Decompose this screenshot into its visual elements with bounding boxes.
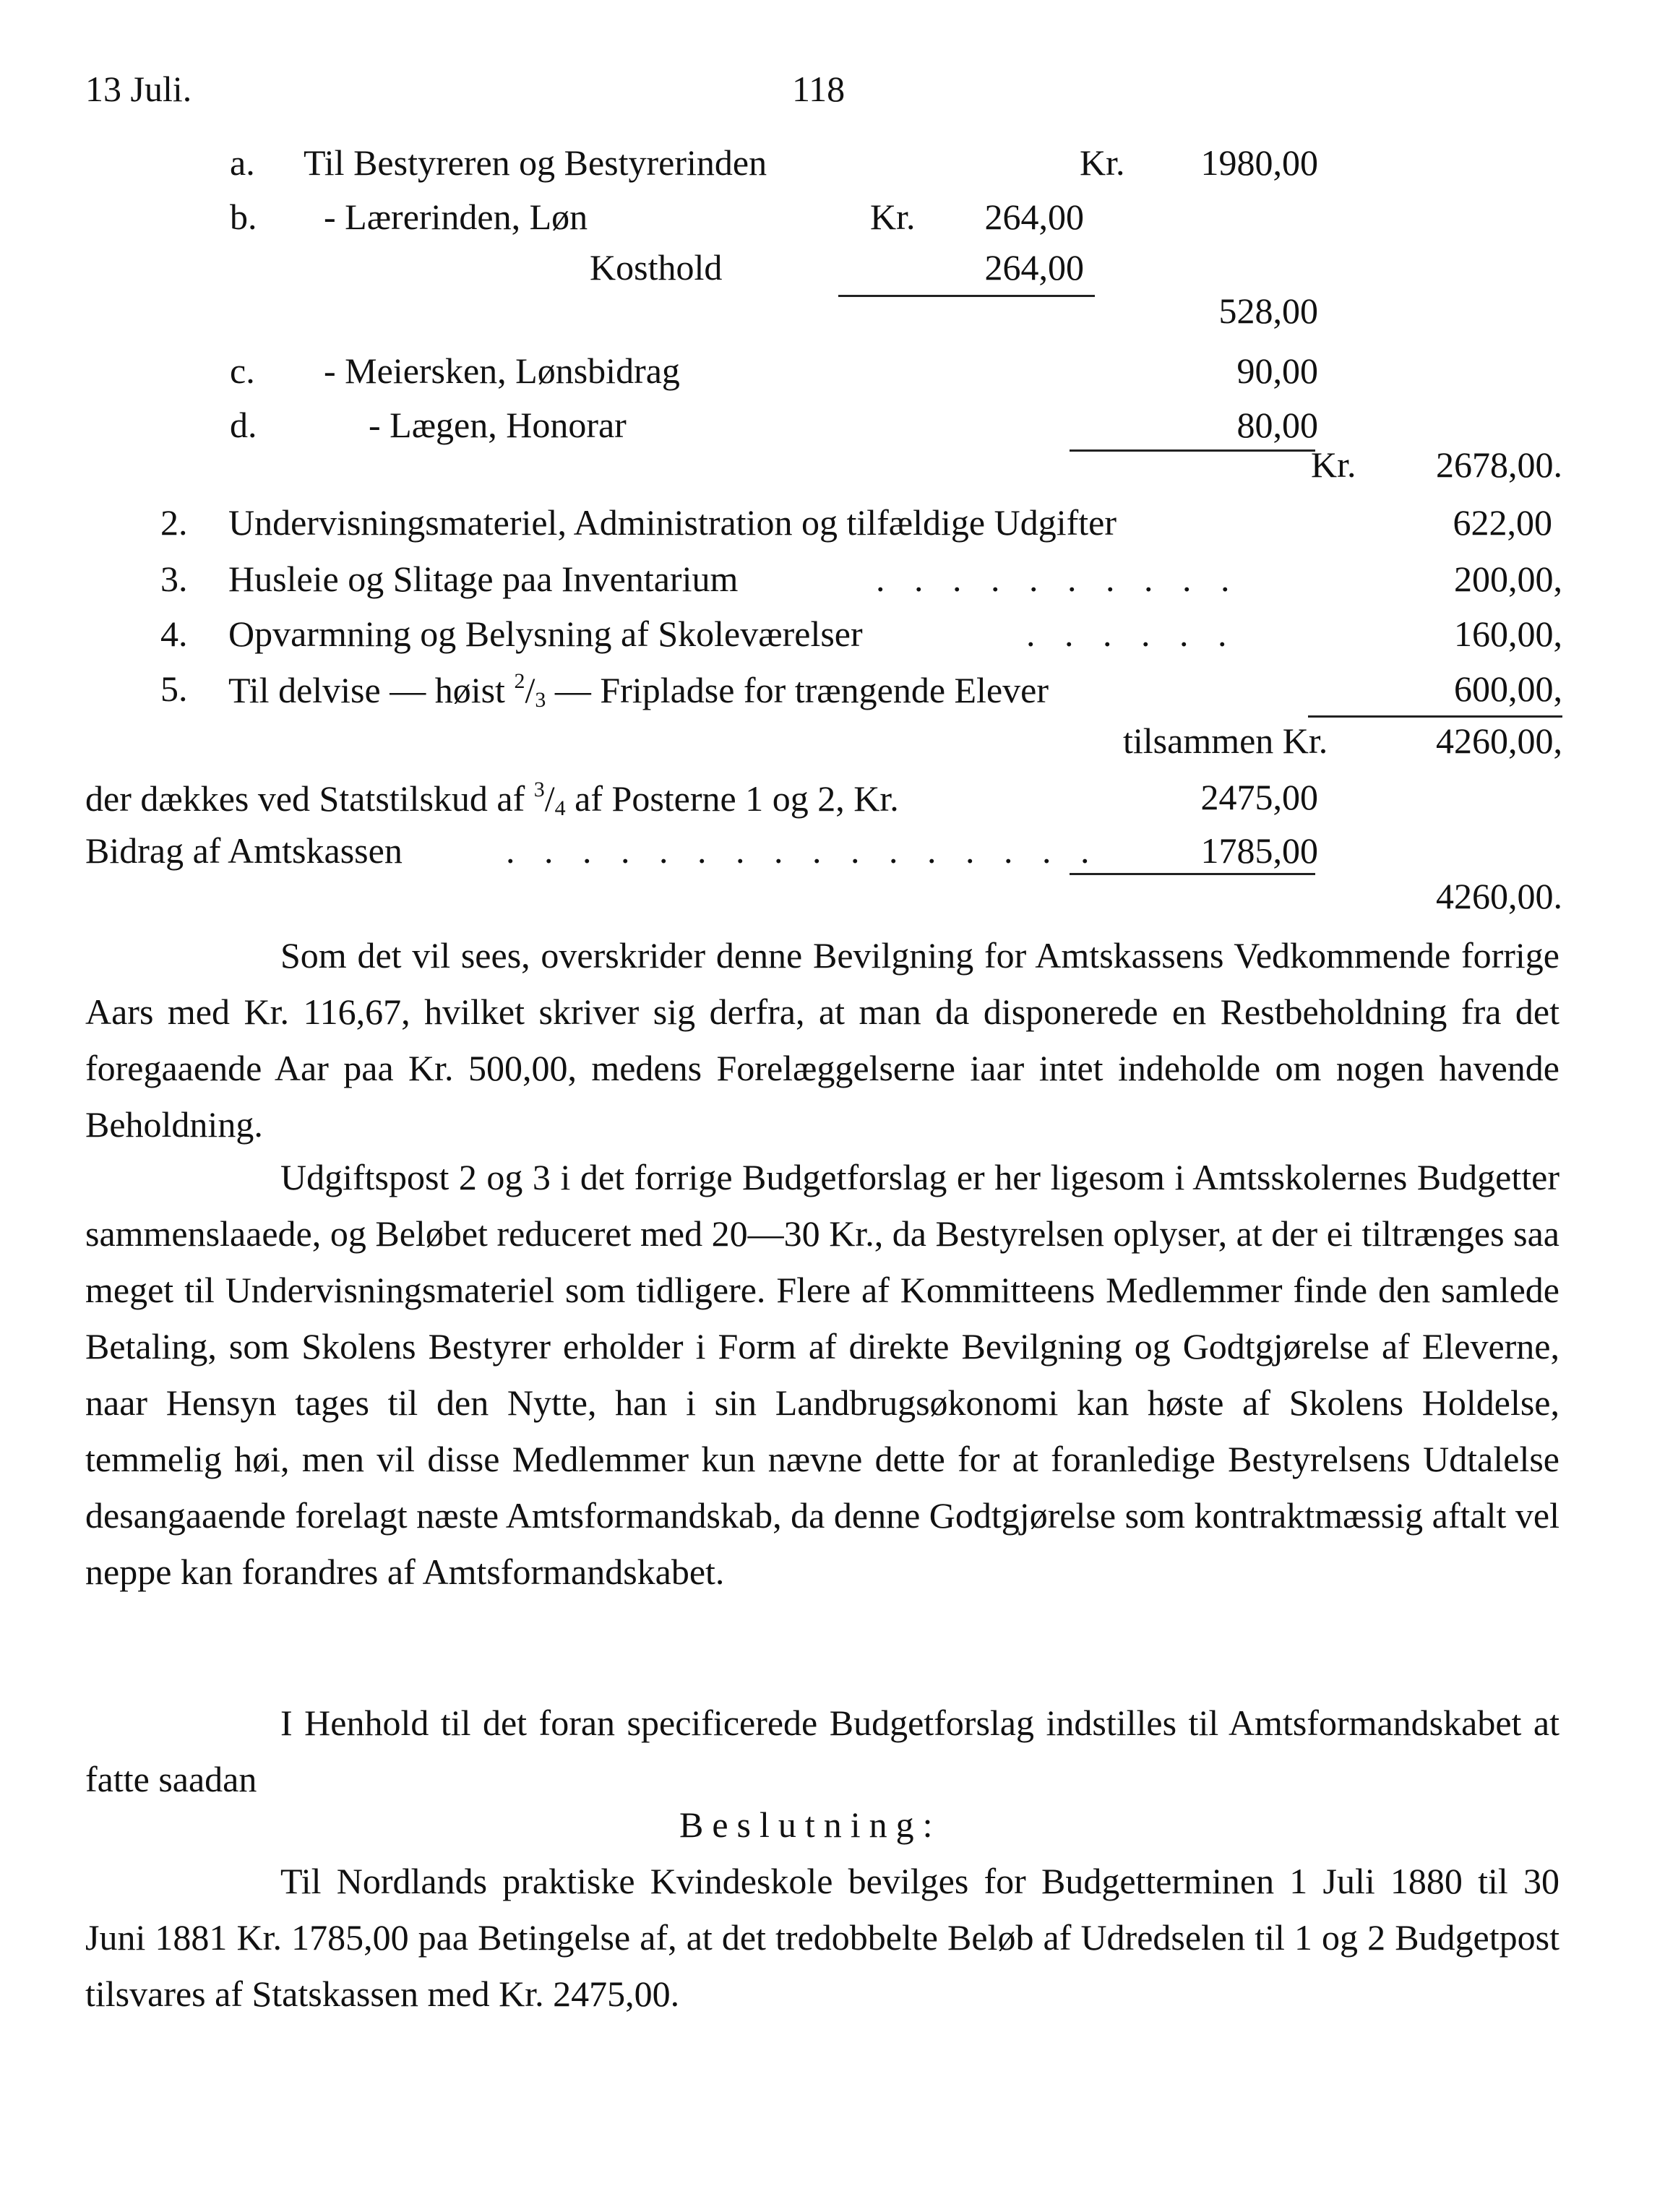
coverage-line1-b: af Posterne 1 og 2, Kr. [575, 778, 899, 819]
subtotal-amount: 2678,00. [1436, 444, 1562, 485]
coverage-line2-amount: 1785,00 [1200, 830, 1318, 871]
item-2-label: Undervisningsmateriel, Administration og tilfældige Udgifter [228, 502, 1117, 543]
item-4-num: 4. [160, 614, 188, 654]
item-2-num: 2. [160, 502, 188, 543]
item-3-label: Husleie og Slitage paa Inventarium [228, 559, 739, 599]
item-b-label: - Lærerinden, Løn [324, 197, 588, 237]
paragraph-3: I Henhold til det foran specificerede Budgetforslag indstilles til Amtsformandskabet at fatte saadan [85, 1703, 1559, 1799]
header-date: 13 Juli. [85, 69, 192, 109]
paragraph-2: Udgiftspost 2 og 3 i det forrige Budgetforslag er her ligesom i Amtsskolernes Budgetter sammenslaaede, og Beløbet reduceret med 20—30 Kr., da Bestyrelsen oplyser, at der ei tiltrænges saa meget til Undervisningsmateriel som tidligere. Flere af Kommitteens Medlemmer finde den samlede Betaling, som Skolens Bestyrer erholder i Form af direkte Bevilgning og Godtgjørelse af Eleverne, naar Hensyn tages til den Nytte, han i sin Landbrugsøkonomi kan høste af Skolens Holdelse, temmelig høi, men vil disse Medlemmer kun nævne dette for at foranledige Bestyrelsens Udtalelse desangaaende forelagt næste Amtsformandskab, da denne Godtgjørelse som kontraktmæssig aftalt vel neppe kan forandres af Amtsformandskabet. [85, 1157, 1559, 1592]
item-5-amount: 600,00, [1454, 668, 1562, 709]
item-5-label: Til delvise — høist $^2/_3$ — Fripladse for trængende Elever [228, 669, 1049, 712]
coverage-frac-den: 4 [554, 796, 566, 820]
page-number: 118 [792, 69, 846, 109]
item-4-label: Opvarmning og Belysning af Skoleværelser [228, 614, 863, 654]
item-b-amount: 264,00 [984, 197, 1084, 237]
item-4-leader: . . . . . . [1026, 614, 1237, 654]
item-b-total: 528,00 [1218, 291, 1318, 331]
total-label: tilsammen Kr. [1123, 720, 1328, 761]
resolution-heading: Beslutning: [679, 1804, 942, 1845]
item-c-amount: 90,00 [1236, 350, 1318, 391]
item-5-label-a: Til delvise — høist [228, 670, 505, 710]
coverage-line2-label: Bidrag af Amtskassen [85, 830, 403, 871]
item-d-label: - Lægen, Honorar [369, 405, 627, 445]
total-amount: 4260,00, [1436, 720, 1562, 761]
item-c-letter: c. [230, 350, 255, 391]
coverage-rule [1070, 873, 1315, 875]
item-a-letter: a. [230, 142, 255, 183]
item-3-leader: . . . . . . . . . . [876, 559, 1240, 599]
item-b-letter: b. [230, 197, 257, 237]
item-a-kr: Kr. [1080, 142, 1125, 183]
total-rule [1308, 715, 1562, 718]
subtotal-kr: Kr. [1311, 444, 1356, 485]
item-3-num: 3. [160, 559, 188, 599]
coverage-line1-amount: 2475,00 [1200, 777, 1318, 817]
item-5-frac-num: 2 [514, 669, 525, 693]
item-d-amount: 80,00 [1236, 405, 1318, 445]
coverage-sum: 4260,00. [1436, 876, 1562, 916]
item-b-kosthold-amount: 264,00 [984, 247, 1084, 288]
subtotal-rule [1070, 449, 1315, 452]
item-2-amount: 622,00 [1453, 502, 1552, 543]
item-5-num: 5. [160, 668, 188, 709]
item-c-label: - Meiersken, Lønsbidrag [324, 350, 680, 391]
item-b-kosthold-label: Kosthold [590, 247, 723, 288]
paragraph-1: Som det vil sees, overskrider denne Bevilgning for Amtskassens Vedkommende forrige Aars med Kr. 116,67, hvilket skriver sig derfra, at man da disponerede en Restbeholdning fra det foregaaende Aar paa Kr. 500,00, medens Forelæggelserne iaar intet indeholde om nogen havende Beholdning. [85, 935, 1559, 1145]
item-a-label: Til Bestyreren og Bestyrerinden [304, 142, 767, 183]
item-d-letter: d. [230, 405, 257, 445]
item-b-rule [838, 295, 1095, 297]
item-5-frac-den: 3 [535, 688, 546, 712]
item-a-amount: 1980,00 [1200, 142, 1318, 183]
resolution-text: Til Nordlands praktiske Kvindeskole bevilges for Budgetterminen 1 Juli 1880 til 30 Juni 1881 Kr. 1785,00 paa Betingelse af, at det tredobbelte Beløb af Udredselen til 1 og 2 Budgetpost tilsvares af Statskassen med Kr. 2475,00. [85, 1861, 1559, 2014]
item-b-kr: Kr. [870, 197, 916, 237]
coverage-line1: der dækkes ved Statstilskud af $^3/_4$ af Posterne 1 og 2, Kr. [85, 778, 899, 820]
coverage-line2-leader: . . . . . . . . . . . . . . . . [506, 830, 1100, 871]
coverage-frac-num: 3 [533, 778, 545, 801]
coverage-line1-a: der dækkes ved Statstilskud af [85, 778, 525, 819]
item-5-label-b: — Fripladse for trængende Elever [554, 670, 1049, 710]
item-4-amount: 160,00, [1454, 614, 1562, 654]
item-3-amount: 200,00, [1454, 559, 1562, 599]
